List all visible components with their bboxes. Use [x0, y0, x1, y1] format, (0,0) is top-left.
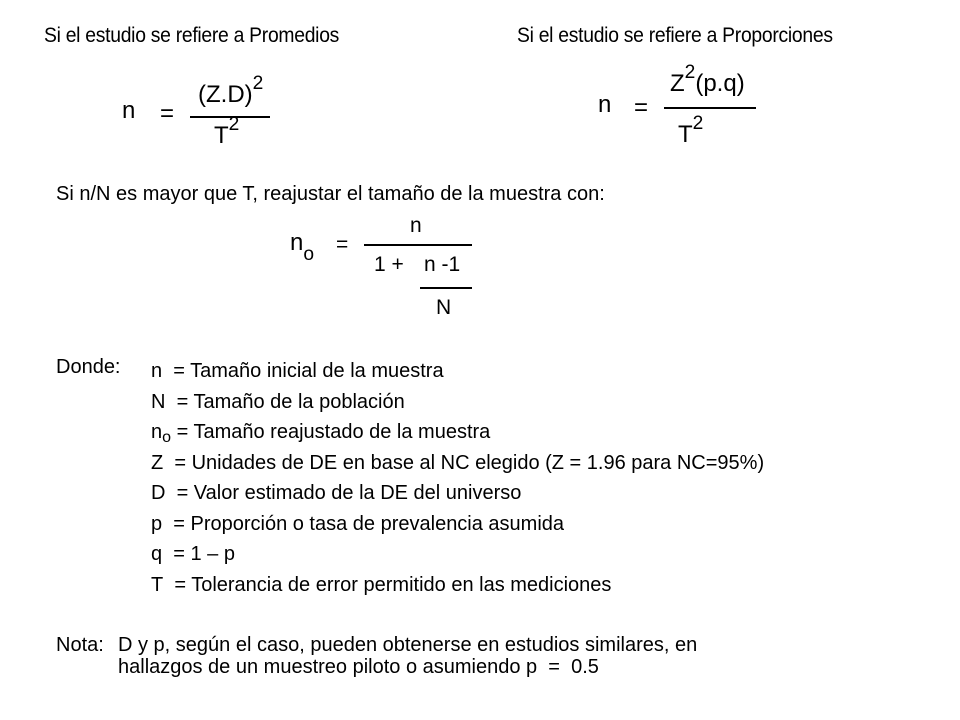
definition-item: q = 1 – p — [151, 543, 235, 565]
fraction-bar — [664, 107, 756, 109]
formula-proporciones-numerator: $Z^2(p.q)$ — [670, 62, 745, 97]
formula-adjust-lhs: $n_o$ — [290, 229, 315, 265]
heading-promedios: Si el estudio se refiere a Promedios — [44, 24, 340, 47]
formula-promedios-lhs: n — [122, 97, 136, 124]
note-line: hallazgos de un muestreo piloto o asumiendo p = 0.5 — [118, 656, 599, 678]
definition-item: D = Valor estimado de la DE del universo — [151, 482, 522, 504]
definition-item: Z = Unidades de DE en base al NC elegido (Z = 1.96 para NC=95%) — [151, 451, 765, 474]
definition-item: p = Proporción o tasa de prevalencia asumida — [151, 512, 565, 535]
adjust-intro: Si n/N es mayor que T, reajustar el tamaño de la muestra con: — [56, 183, 605, 205]
formula-proporciones-denominator: $T^2$ — [678, 113, 704, 148]
definition-item: n = Tamaño inicial de la muestra — [151, 360, 444, 382]
formula-proporciones-equals: = — [634, 94, 649, 121]
formula-promedios-numerator: $(Z.D)^2$ — [198, 73, 264, 108]
definition-item: N = Tamaño de la población — [151, 390, 405, 413]
fraction-bar — [364, 244, 472, 246]
formula-adjust-equals: = — [336, 233, 349, 256]
heading-proporciones: Si el estudio se refiere a Proporciones — [517, 24, 833, 47]
definitions-list — [151, 356, 764, 600]
formula-promedios-denominator: $T^2$ — [214, 114, 240, 149]
note-line: D y p, según el caso, pueden obtenerse en estudios similares, en — [118, 634, 698, 656]
note-label: Nota: — [56, 634, 104, 656]
formula-promedios-equals: = — [160, 100, 175, 127]
formula-adjust-den-frac-den: N — [436, 296, 452, 319]
formula-adjust-den-frac-num: n -1 — [424, 253, 461, 276]
formula-adjust-den-prefix: 1 + — [374, 253, 404, 276]
definition-item: T = Tolerancia de error permitido en las mediciones — [151, 573, 612, 596]
formula-adjust-numerator: n — [410, 214, 422, 237]
fraction-bar — [420, 287, 472, 289]
formula-proporciones-lhs: n — [598, 91, 612, 118]
definition-item: n $_o$ = Tamaño reajustado de la muestra — [151, 421, 491, 446]
note-text — [118, 634, 697, 678]
definitions-label: Donde: — [56, 356, 121, 378]
